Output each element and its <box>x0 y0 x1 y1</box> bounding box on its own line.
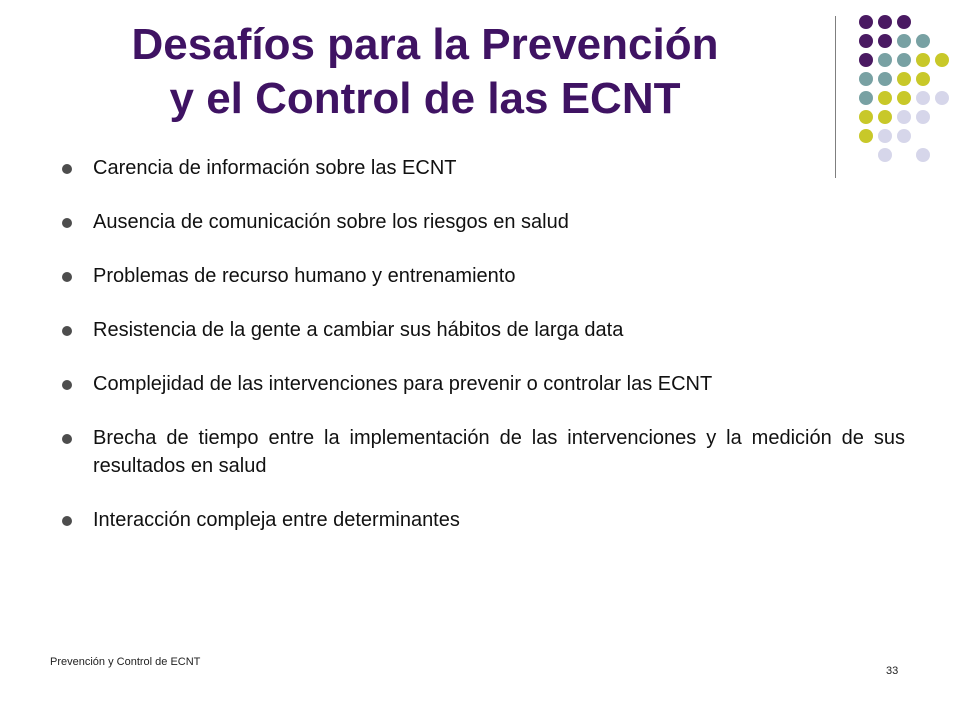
decorative-dot <box>935 53 949 67</box>
bullet-text: Carencia de información sobre las ECNT <box>93 157 457 179</box>
title-line-2: y el Control de las ECNT <box>169 74 681 123</box>
slide-footer: Prevención y Control de ECNT <box>50 656 201 668</box>
bullet-dot-icon <box>62 272 72 282</box>
bullet-text: Brecha de tiempo entre la implementación de las intervenciones y la medición de sus resultados en salud <box>93 427 905 477</box>
decorative-dot <box>916 34 930 48</box>
decorative-dot <box>878 91 892 105</box>
page-number: 33 <box>886 665 899 677</box>
decorative-dot <box>916 110 930 124</box>
bullet-item <box>60 370 905 398</box>
bullet-dot-icon <box>62 326 72 336</box>
decorative-dot <box>859 91 873 105</box>
bullet-item <box>60 208 905 236</box>
decorative-dot <box>878 15 892 29</box>
bullet-dot-icon <box>62 434 72 444</box>
decorative-dot <box>859 15 873 29</box>
decorative-dot <box>859 72 873 86</box>
bullet-text: Problemas de recurso humano y entrenamiento <box>93 265 516 287</box>
decorative-dot <box>916 148 930 162</box>
bullet-list <box>60 154 905 560</box>
bullet-item <box>60 262 905 290</box>
decorative-dot <box>897 91 911 105</box>
bullet-dot-icon <box>62 218 72 228</box>
bullet-item <box>60 316 905 344</box>
decorative-dot <box>935 91 949 105</box>
decorative-dot <box>897 53 911 67</box>
decorative-dot <box>897 72 911 86</box>
bullet-text: Interacción compleja entre determinantes <box>93 509 460 531</box>
title-line-1: Desafíos para la Prevención <box>131 20 719 69</box>
decorative-dot <box>859 110 873 124</box>
decorative-dot <box>878 72 892 86</box>
bullet-item <box>60 154 905 182</box>
decorative-dot <box>878 53 892 67</box>
bullet-dot-icon <box>62 516 72 526</box>
decorative-dot <box>916 91 930 105</box>
decorative-dot <box>897 34 911 48</box>
decorative-dot <box>897 110 911 124</box>
decorative-dot <box>878 129 892 143</box>
bullet-text: Resistencia de la gente a cambiar sus hábitos de larga data <box>93 319 624 341</box>
bullet-text: Ausencia de comunicación sobre los riesgos en salud <box>93 211 569 233</box>
decorative-dot <box>859 129 873 143</box>
decorative-dot <box>897 15 911 29</box>
decorative-dot <box>859 34 873 48</box>
bullet-text: Complejidad de las intervenciones para prevenir o controlar las ECNT <box>93 373 713 395</box>
bullet-dot-icon <box>62 380 72 390</box>
decorative-dot <box>878 110 892 124</box>
decorative-dot <box>897 129 911 143</box>
decorative-dot <box>916 72 930 86</box>
bullet-item <box>60 424 905 480</box>
bullet-dot-icon <box>62 164 72 174</box>
decorative-dot <box>916 53 930 67</box>
bullet-item <box>60 506 905 534</box>
decorative-dot <box>878 34 892 48</box>
decorative-dot <box>859 53 873 67</box>
